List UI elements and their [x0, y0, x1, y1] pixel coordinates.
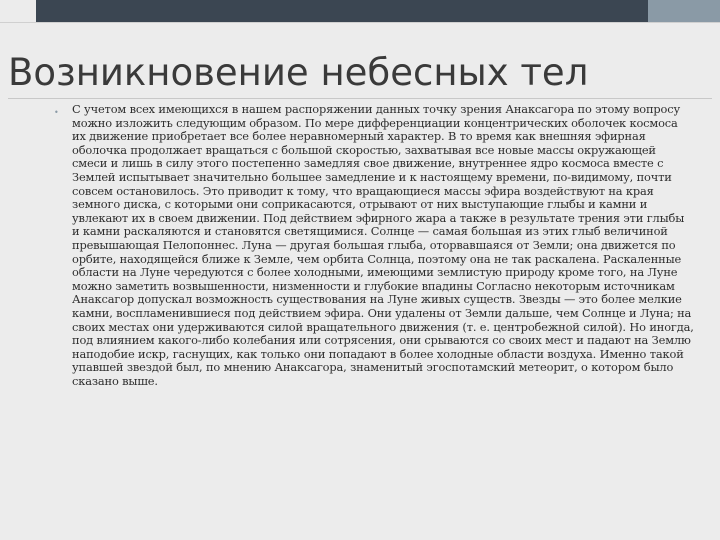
top-bar-accent-band: [648, 0, 720, 22]
top-bar-divider: [0, 22, 720, 23]
top-decoration-bar: [0, 0, 720, 22]
slide-content: [54, 103, 694, 523]
title-divider: [8, 98, 712, 99]
bullet-icon: •: [54, 108, 59, 117]
top-bar-dark-band: [36, 0, 648, 22]
slide-title: Возникновение небесных тел: [8, 51, 589, 94]
body-paragraph: С учетом всех имеющихся в нашем распоряжении данных точку зрения Анаксагора по этому вопросу можно изложить следующим образом. По мере дифференциации концентрических оболочек космоса их движение приобретает все более неравномерный характер. В то время как внешняя эфирная оболочка продолжает вращаться с большой скоростью, захватывая все новые массы окружающей смеси и лишь в силу этого постепенно замедляя свое движение, внутреннее ядро космоса вместе с Землей испытывает значительно большее замедление и к настоящему времени, по-видимому, почти совсем остановилось. Это приводит к тому, что вращающиеся массы эфира воздействуют на края земного диска, с которыми они соприкасаются, отрывают от них выступающие глыбы и камни и увлекают их в своем движении. Под действием эфирного жара а также в результате трения эти глыбы и камни раскаляются и становятся светящимися. Солнце — самая большая из этих глыб величиной превышающая Пелопоннес. Луна — другая большая глыба, оторвавшаяся от Земли; она движется по орбите, находящейся ближе к Земле, чем орбита Солнца, поэтому она не так раскалена. Раскаленные области на Луне чередуются с более холодными, имеющими землистую природу кроме того, на Луне можно заметить возвышенности, низменности и глубокие впадины Согласно некоторым источникам Анаксагор допускал возможность существования на Луне живых существ. Звезды — это более мелкие камни, воспламенившиеся под действием эфира. Они удалены от Земли дальше, чем Солнце и Луна; на своих местах они удерживаются силой вращательного движения (т. е. центробежной силой). Но иногда, под влиянием какого-либо колебания или сотрясения, они срываются со своих мест и падают на Землю наподобие искр, гаснущих, как только они попадают в более холодные области воздуха. Именно такой упавшей звездой был, по мнению Анаксагора, знаменитый эгоспотамский метеорит, о котором было сказано выше.: [72, 102, 694, 388]
